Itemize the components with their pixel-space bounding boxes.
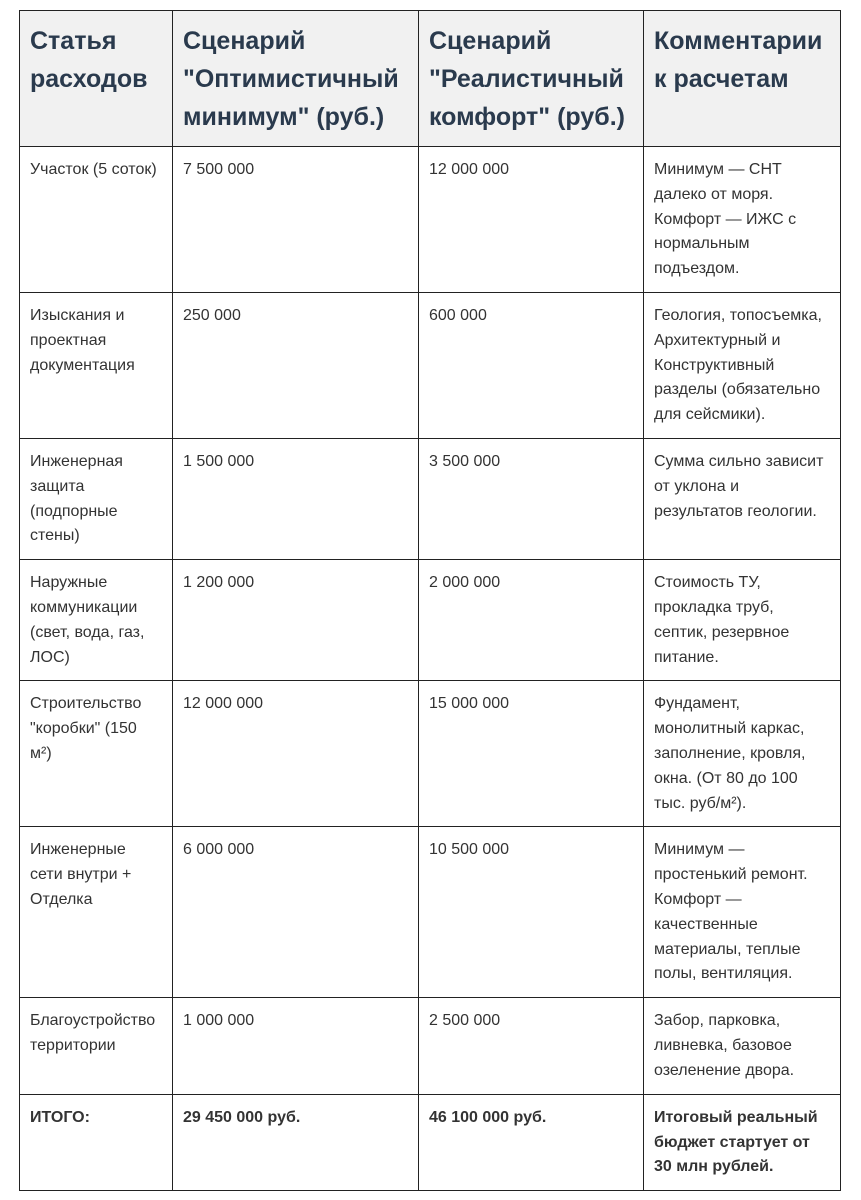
total-label: ИТОГО: <box>20 1094 173 1190</box>
total-optimistic: 29 450 000 руб. <box>173 1094 419 1190</box>
cell-item: Благоустройство территории <box>20 998 173 1094</box>
cell-comment: Геология, топосъемка, Архитектурный и Конструктивный разделы (обязательно для сейсмики). <box>644 293 841 439</box>
cell-optimistic: 12 000 000 <box>173 681 419 827</box>
cell-item: Строительство "коробки" (150 м²) <box>20 681 173 827</box>
cell-optimistic: 250 000 <box>173 293 419 439</box>
total-comment: Итоговый реальный бюджет стартует от 30 млн рублей. <box>644 1094 841 1190</box>
cell-optimistic: 6 000 000 <box>173 827 419 998</box>
total-row <box>20 1094 841 1190</box>
header-optimistic: Сценарий "Оптимистичный минимум" (руб.) <box>173 11 419 147</box>
table-row <box>20 439 841 560</box>
cell-optimistic: 1 000 000 <box>173 998 419 1094</box>
cell-item: Наружные коммуникации (свет, вода, газ, ЛОС) <box>20 560 173 681</box>
budget-table <box>19 10 841 1191</box>
header-comment: Комментарии к расчетам <box>644 11 841 147</box>
table-row <box>20 147 841 293</box>
header-item: Статья расходов <box>20 11 173 147</box>
cell-comment: Фундамент, монолитный каркас, заполнение, кровля, окна. (От 80 до 100 тыс. руб/м²). <box>644 681 841 827</box>
table-row <box>20 681 841 827</box>
cell-optimistic: 1 200 000 <box>173 560 419 681</box>
cell-realistic: 3 500 000 <box>419 439 644 560</box>
cell-realistic: 2 500 000 <box>419 998 644 1094</box>
cell-comment: Сумма сильно зависит от уклона и результатов геологии. <box>644 439 841 560</box>
cell-optimistic: 7 500 000 <box>173 147 419 293</box>
cell-comment: Минимум — простенький ремонт. Комфорт — качественные материалы, теплые полы, вентиляция. <box>644 827 841 998</box>
cell-item: Инженерные сети внутри + Отделка <box>20 827 173 998</box>
cell-item: Участок (5 соток) <box>20 147 173 293</box>
cell-comment: Минимум — СНТ далеко от моря. Комфорт — ИЖС с нормальным подъездом. <box>644 147 841 293</box>
cell-item: Инженерная защита (подпорные стены) <box>20 439 173 560</box>
table-row <box>20 998 841 1094</box>
cell-realistic: 2 000 000 <box>419 560 644 681</box>
cell-realistic: 15 000 000 <box>419 681 644 827</box>
cell-comment: Стоимость ТУ, прокладка труб, септик, резервное питание. <box>644 560 841 681</box>
table-row <box>20 560 841 681</box>
cell-comment: Забор, парковка, ливневка, базовое озеленение двора. <box>644 998 841 1094</box>
total-realistic: 46 100 000 руб. <box>419 1094 644 1190</box>
header-realistic: Сценарий "Реалистичный комфорт" (руб.) <box>419 11 644 147</box>
cell-item: Изыскания и проектная документация <box>20 293 173 439</box>
cell-realistic: 12 000 000 <box>419 147 644 293</box>
cell-realistic: 10 500 000 <box>419 827 644 998</box>
table-row <box>20 293 841 439</box>
cell-realistic: 600 000 <box>419 293 644 439</box>
header-row <box>20 11 841 147</box>
table-row <box>20 827 841 998</box>
cell-optimistic: 1 500 000 <box>173 439 419 560</box>
